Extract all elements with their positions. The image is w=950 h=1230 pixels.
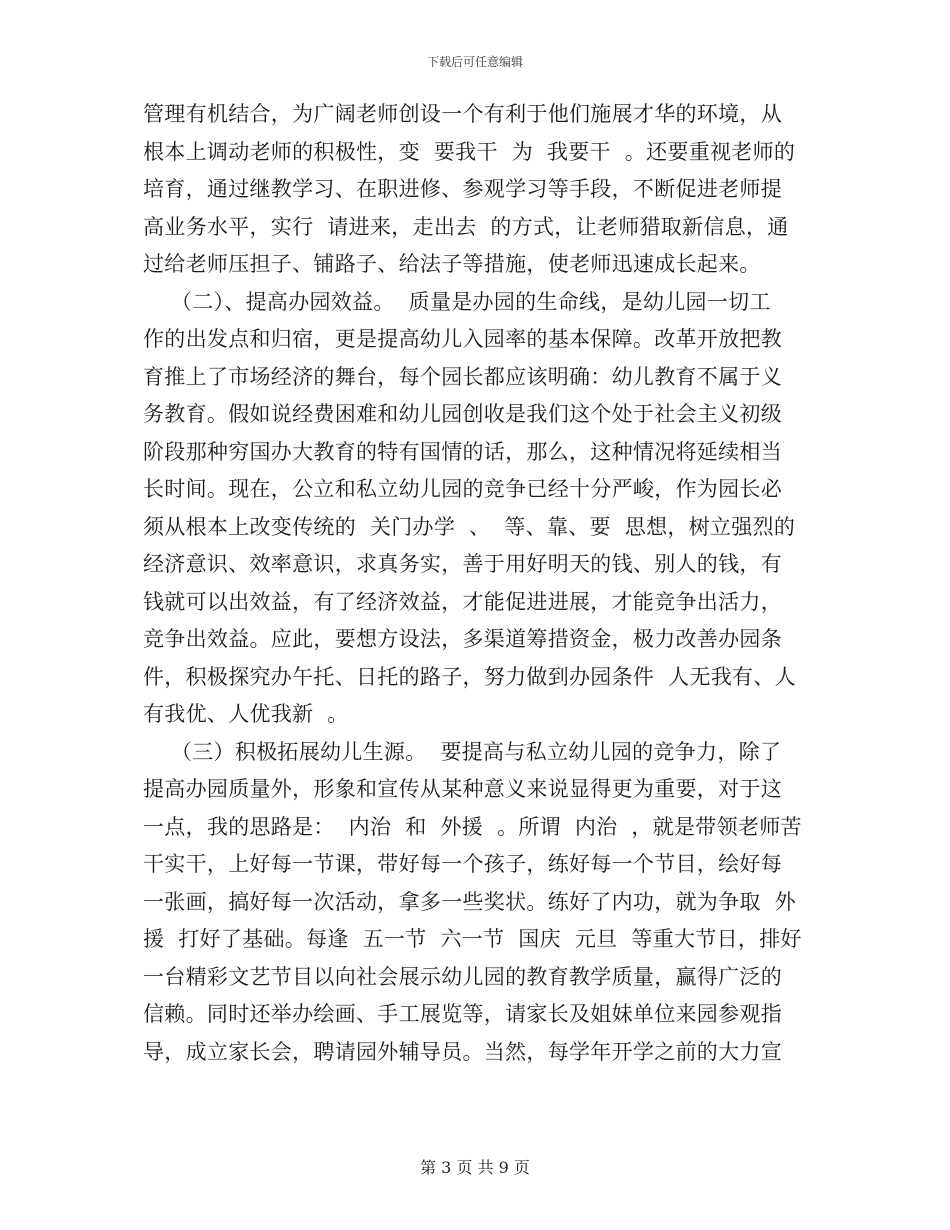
text-line: 干实干，上好每一节课，带好每一个孩子，练好每一个节目，绘好每 (143, 852, 782, 876)
text-line: （三）积极拓展幼儿生源。 要提高与私立幼儿园的竞争力，除了 (143, 739, 782, 764)
paragraph-1 (143, 96, 811, 284)
page-header: 下载后可任意编辑 (426, 55, 523, 69)
text-line: 根本上调动老师的积极性，变 要我干 为 我要干 。还要重视老师的 (143, 139, 796, 164)
text-line: 高业务水平，实行 请进来，走出去 的方式，让老师猎取新信息，通 (143, 214, 789, 239)
page-footer: 第 3 页 共 9 页 (420, 1158, 530, 1177)
text-line: 提高办园质量外，形象和宣传从某种意义来说显得更为重要，对于这 (143, 777, 782, 801)
text-line: 有我优、人优我新 。 (143, 702, 349, 726)
text-line: 管理有机结合，为广阔老师创设一个有利于他们施展才华的环境，从 (143, 102, 782, 126)
text-line: 援 打好了基础。每逢 五一节 六一节 国庆 元旦 等重大节日，排好 (143, 927, 802, 951)
text-line: 培育，通过继教学习、在职进修、参观学习等手段，不断促进老师提 (143, 177, 782, 201)
paragraph-2 (143, 284, 811, 734)
text-line: 务教育。假如说经费困难和幼儿园创收是我们这个处于社会主义初级 (143, 402, 782, 426)
paragraph-3 (143, 734, 811, 1072)
text-line: 一张画，搞好每一次活动，拿多一些奖状。练好了内功，就为争取 外 (143, 889, 796, 914)
text-line: 经济意识、效率意识，求真务实，善于用好明天的钱、别人的钱，有 (143, 552, 782, 576)
text-line: 一台精彩文艺节目以向社会展示幼儿园的教育教学质量，赢得广泛的 (143, 964, 782, 989)
text-line: 信赖。同时还举办绘画、手工展览等，请家长及姐妹单位来园参观指 (143, 1002, 782, 1026)
text-line: （二）、提高办园效益。 质量是办园的生命线，是幼儿园一切工 (143, 289, 771, 314)
text-line: 过给老师压担子、铺路子、给法子等措施，使老师迅速成长起来。 (143, 252, 761, 276)
text-line: 钱就可以出效益，有了经济效益，才能促进进展，才能竞争出活力， (143, 589, 782, 614)
text-line: 导，成立家长会，聘请园外辅导员。当然，每学年开学之前的大力宣 (143, 1039, 782, 1064)
text-line: 须从根本上改变传统的 关门办学 、 等、靠、要 思想，树立强烈的 (143, 514, 796, 539)
text-line: 育推上了市场经济的舞台，每个园长都应该明确：幼儿教育不属于义 (143, 364, 782, 389)
text-line: 长时间。现在，公立和私立幼儿园的竞争已经十分严峻，作为园长必 (143, 477, 782, 501)
document-body (143, 96, 811, 1071)
text-line: 件，积极探究办午托、日托的路子，努力做到办园条件 人无我有、人 (143, 664, 796, 689)
text-line: 作的出发点和归宿，更是提高幼儿入园率的基本保障。改革开放把教 (143, 327, 782, 351)
text-line: 一点，我的思路是： 内治 和 外援 。所谓 内治 ，就是带领老师苦 (143, 814, 802, 839)
text-line: 阶段那种穷国办大教育的特有国情的话，那么，这种情况将延续相当 (143, 439, 782, 464)
text-line: 竞争出效益。应此，要想方设法，多渠道筹措资金，极力改善办园条 (143, 627, 782, 651)
